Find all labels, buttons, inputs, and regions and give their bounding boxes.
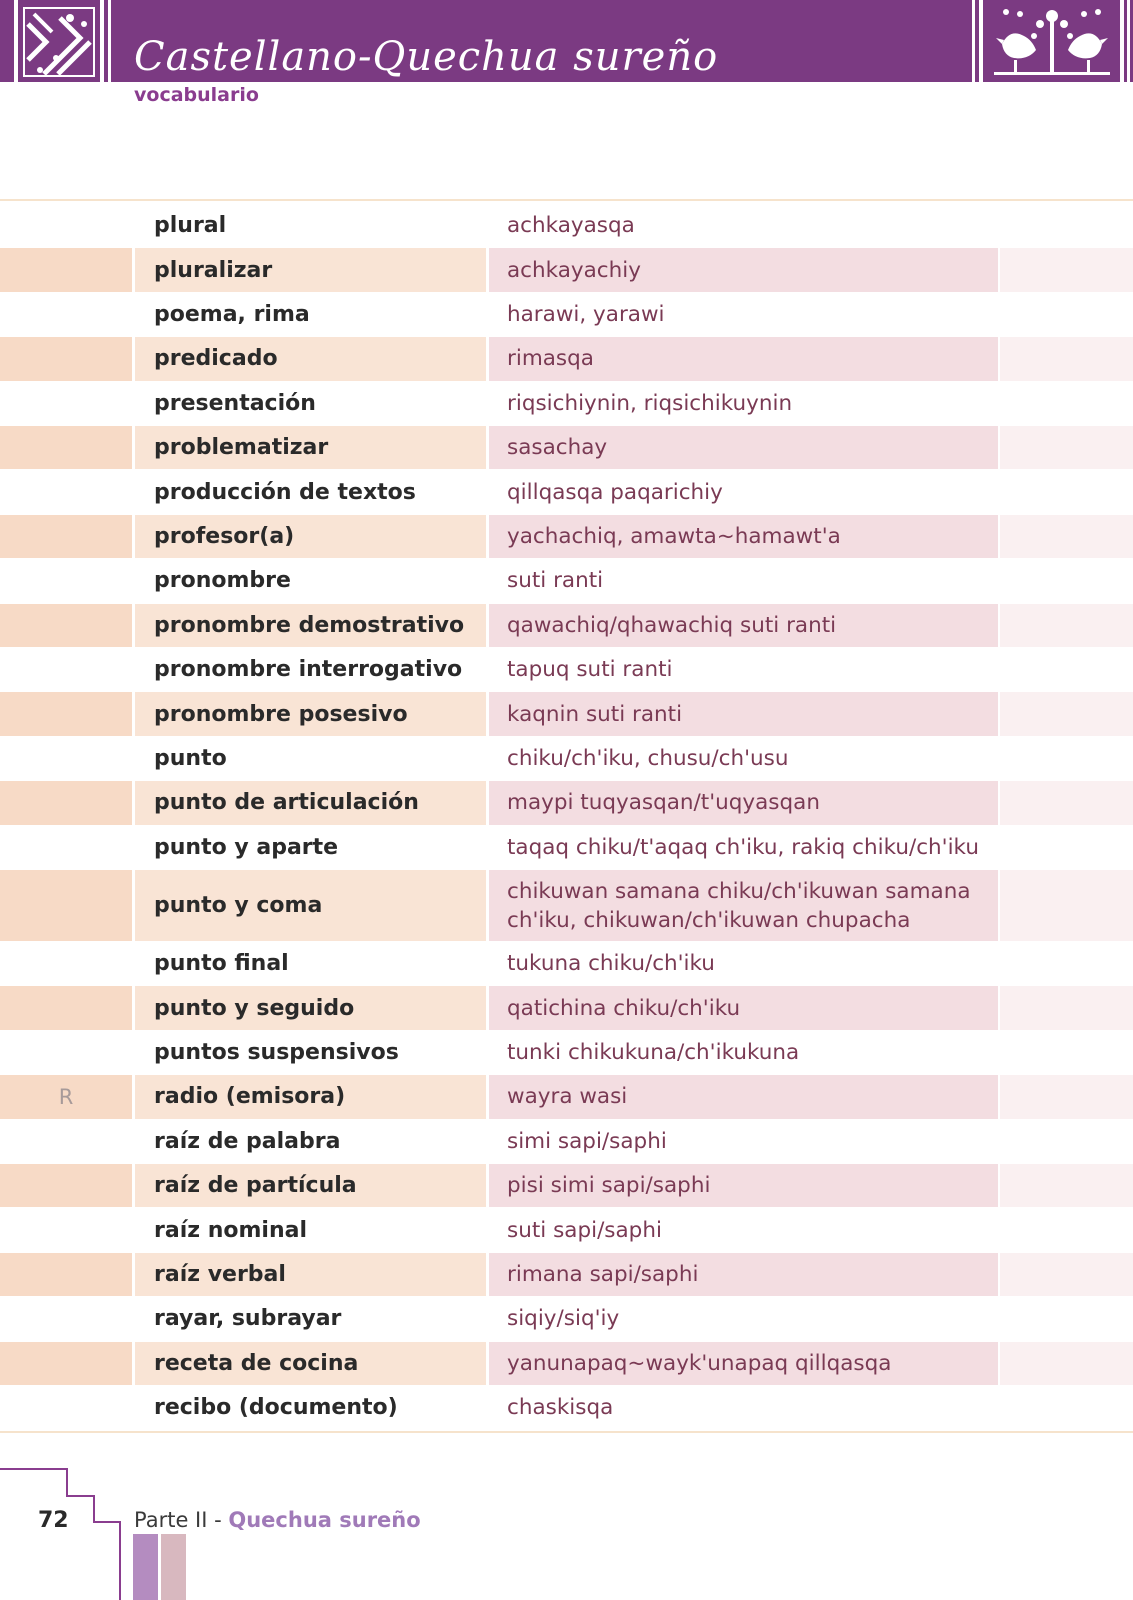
footer-step-decoration xyxy=(0,1468,200,1600)
section-letter xyxy=(0,515,132,558)
table-row xyxy=(0,559,1133,602)
section-letter xyxy=(0,648,132,691)
section-letter xyxy=(0,692,132,735)
section-letter xyxy=(0,781,132,824)
page-number: 72 xyxy=(38,1508,69,1533)
quechua-translation: suti sapi/saphi xyxy=(507,1217,662,1243)
table-row xyxy=(0,1031,1133,1074)
spanish-term: punto y aparte xyxy=(154,834,339,860)
quechua-translation: qatichina chiku/ch'iku xyxy=(507,995,741,1021)
spanish-term: raíz de palabra xyxy=(154,1128,341,1154)
spanish-term: presentación xyxy=(154,390,316,416)
table-row xyxy=(0,337,1133,380)
quechua-translation: maypi tuqyasqan/t'uqyasqan xyxy=(507,790,820,816)
table-row xyxy=(0,692,1133,735)
section-letter xyxy=(0,426,132,469)
section-letter xyxy=(0,942,132,985)
quechua-translation: taqaq chiku/t'aqaq ch'iku, rakiq chiku/ch'iku xyxy=(507,834,979,860)
row-end-cell xyxy=(1000,1120,1133,1163)
quechua-translation: simi sapi/saphi xyxy=(507,1128,667,1154)
table-row xyxy=(0,1386,1133,1429)
spanish-term: plural xyxy=(154,213,227,239)
quechua-translation: qillqasqa paqarichiy xyxy=(507,479,723,505)
quechua-translation: tukuna chiku/ch'iku xyxy=(507,951,715,977)
spanish-term: radio (emisora) xyxy=(154,1084,346,1110)
spanish-term: recibo (documento) xyxy=(154,1395,398,1421)
table-row xyxy=(0,382,1133,425)
section-letter xyxy=(0,1253,132,1296)
table-row xyxy=(0,1297,1133,1340)
row-end-cell xyxy=(1000,559,1133,602)
quechua-translation: chiku/ch'iku, chusu/ch'usu xyxy=(507,745,789,771)
spanish-term: pronombre posesivo xyxy=(154,701,408,727)
spanish-term: producción de textos xyxy=(154,479,416,505)
row-end-cell xyxy=(1000,293,1133,336)
section-letter xyxy=(0,382,132,425)
table-row xyxy=(0,1342,1133,1385)
page-title: Castellano-Quechua sureño xyxy=(134,34,719,80)
quechua-translation: siqiy/siq'iy xyxy=(507,1306,620,1332)
section-letter xyxy=(0,1208,132,1251)
row-end-cell xyxy=(1000,1075,1133,1118)
table-row xyxy=(0,826,1133,869)
section-letter xyxy=(0,737,132,780)
row-end-cell xyxy=(1000,1386,1133,1429)
row-end-cell xyxy=(1000,826,1133,869)
table-row xyxy=(0,248,1133,291)
footer-part-label xyxy=(134,1508,421,1532)
quechua-translation: rimasqa xyxy=(507,346,594,372)
table-row xyxy=(0,293,1133,336)
section-letter xyxy=(0,1297,132,1340)
spanish-term: pronombre xyxy=(154,568,291,594)
quechua-translation: tapuq suti ranti xyxy=(507,657,673,683)
footer-part-prefix: Parte II - xyxy=(134,1508,229,1532)
row-end-cell xyxy=(1000,1208,1133,1251)
quechua-translation: chaskisqa xyxy=(507,1395,614,1421)
quechua-translation: pisi simi sapi/saphi xyxy=(507,1173,711,1199)
row-end-cell xyxy=(1000,986,1133,1029)
section-letter xyxy=(0,337,132,380)
woven-pattern-icon xyxy=(0,0,118,82)
quechua-translation: tunki chikukuna/ch'ikukuna xyxy=(507,1039,800,1065)
quechua-translation: harawi, yarawi xyxy=(507,301,665,327)
spanish-term: raíz de partícula xyxy=(154,1173,357,1199)
spanish-term: punto final xyxy=(154,951,289,977)
quechua-translation: yachachiq, amawta~hamawt'a xyxy=(507,523,841,549)
row-end-cell xyxy=(1000,870,1133,941)
quechua-translation: yanunapaq~wayk'unapaq qillqasqa xyxy=(507,1350,892,1376)
spanish-term: profesor(a) xyxy=(154,523,295,549)
section-letter xyxy=(0,470,132,513)
quechua-translation: wayra wasi xyxy=(507,1084,628,1110)
table-row xyxy=(0,870,1133,941)
spanish-term: pluralizar xyxy=(154,257,273,283)
quechua-translation: rimana sapi/saphi xyxy=(507,1261,699,1287)
table-row xyxy=(0,781,1133,824)
table-row xyxy=(0,1075,1133,1118)
table-bottom-rule xyxy=(0,1431,1133,1433)
spanish-term: punto y coma xyxy=(154,893,323,918)
spanish-term: punto xyxy=(154,745,227,771)
table-row xyxy=(0,942,1133,985)
row-end-cell xyxy=(1000,648,1133,691)
row-end-cell xyxy=(1000,604,1133,647)
quechua-translation: kaqnin suti ranti xyxy=(507,701,683,727)
quechua-translation: chikuwan samana chiku/ch'ikuwan samana ch'iku, chikuwan/ch'ikuwan chupacha xyxy=(507,878,971,933)
spanish-term: pronombre demostrativo xyxy=(154,612,465,638)
section-letter: R xyxy=(58,1084,74,1109)
spanish-term: puntos suspensivos xyxy=(154,1039,399,1065)
row-end-cell xyxy=(1000,1253,1133,1296)
section-letter xyxy=(0,826,132,869)
table-row xyxy=(0,1208,1133,1251)
row-end-cell xyxy=(1000,515,1133,558)
row-end-cell xyxy=(1000,1164,1133,1207)
section-letter xyxy=(0,1164,132,1207)
quechua-translation: achkayachiy xyxy=(507,257,641,283)
row-end-cell xyxy=(1000,1342,1133,1385)
page-subtitle: vocabulario xyxy=(134,84,259,106)
row-end-cell xyxy=(1000,248,1133,291)
section-letter xyxy=(0,293,132,336)
spanish-term: receta de cocina xyxy=(154,1350,359,1376)
table-row xyxy=(0,737,1133,780)
quechua-translation: qawachiq/qhawachiq suti ranti xyxy=(507,612,837,638)
footer-part-name: Quechua sureño xyxy=(228,1508,421,1532)
row-end-cell xyxy=(1000,204,1133,247)
section-letter xyxy=(0,1120,132,1163)
table-row xyxy=(0,426,1133,469)
quechua-translation: suti ranti xyxy=(507,568,604,594)
section-letter xyxy=(0,1342,132,1385)
section-letter xyxy=(0,248,132,291)
table-row xyxy=(0,1253,1133,1296)
quechua-translation: sasachay xyxy=(507,435,608,461)
section-letter xyxy=(0,559,132,602)
table-row xyxy=(0,604,1133,647)
row-end-cell xyxy=(1000,781,1133,824)
table-row xyxy=(0,515,1133,558)
row-end-cell xyxy=(1000,737,1133,780)
table-row xyxy=(0,986,1133,1029)
spanish-term: pronombre interrogativo xyxy=(154,657,463,683)
section-letter xyxy=(0,604,132,647)
row-end-cell xyxy=(1000,382,1133,425)
spanish-term: predicado xyxy=(154,346,278,372)
table-row xyxy=(0,648,1133,691)
spanish-term: punto de articulación xyxy=(154,790,419,816)
table-top-rule xyxy=(0,199,1133,201)
row-end-cell xyxy=(1000,337,1133,380)
spanish-term: raíz verbal xyxy=(154,1261,286,1287)
row-end-cell xyxy=(1000,942,1133,985)
section-letter xyxy=(0,1386,132,1429)
textile-birds-icon xyxy=(970,0,1133,82)
table-row xyxy=(0,1164,1133,1207)
table-row xyxy=(0,204,1133,247)
row-end-cell xyxy=(1000,1031,1133,1074)
spanish-term: punto y seguido xyxy=(154,995,355,1021)
row-end-cell xyxy=(1000,470,1133,513)
section-letter xyxy=(0,204,132,247)
spanish-term: raíz nominal xyxy=(154,1217,307,1243)
quechua-translation: achkayasqa xyxy=(507,213,635,239)
row-end-cell xyxy=(1000,1297,1133,1340)
spanish-term: rayar, subrayar xyxy=(154,1306,342,1332)
quechua-translation: riqsichiynin, riqsichikuynin xyxy=(507,390,793,416)
section-letter xyxy=(0,1031,132,1074)
table-row xyxy=(0,470,1133,513)
spanish-term: problematizar xyxy=(154,435,329,461)
table-row xyxy=(0,1120,1133,1163)
row-end-cell xyxy=(1000,426,1133,469)
row-end-cell xyxy=(1000,692,1133,735)
section-letter xyxy=(0,870,132,941)
spanish-term: poema, rima xyxy=(154,301,310,327)
section-letter xyxy=(0,986,132,1029)
